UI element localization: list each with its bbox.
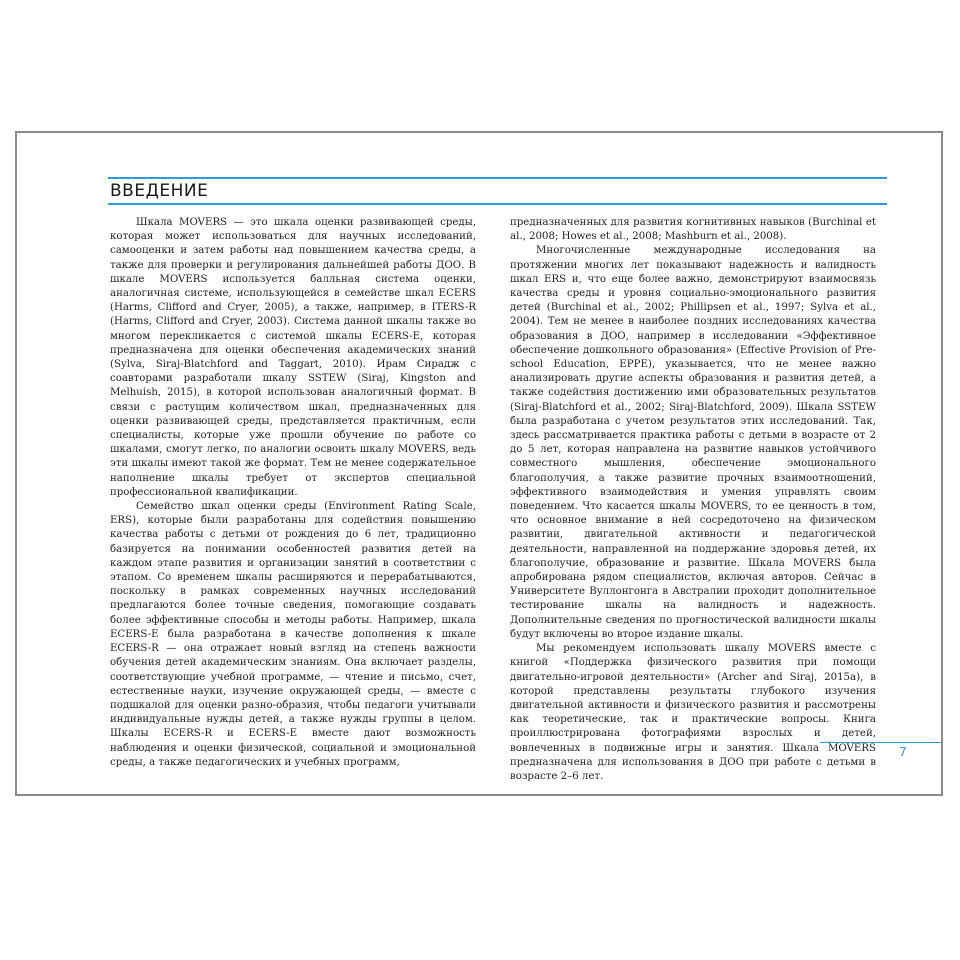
title-top-rule [108, 177, 887, 179]
section-title: ВВЕДЕНИЕ [110, 181, 209, 201]
right-column [510, 216, 876, 784]
paragraph: Шкала MOVERS — это шкала оценки развивающей среды, которая может использоваться для научных исследований, самооценки и затем работы над повышением качества среды, а также для проверки и регулирования дальнейшей работы ДОО. В шкале MOVERS используется балльная система оценки, аналогичная системе, использующейся в семействе шкал ECERS (Harms, Clifford and Cryer, 2005), а также, например, в ITERS-R (Harms, Clifford and Cryer, 2003). Система данной шкалы также во многом перекликается с системой шкалы ECERS-E, которая предназначена для оценки обеспечения академических знаний (Sylva, Siraj-Blatchford and Taggart, 2010). Ирам Сирадж с соавторами разработали шкалу SSTEW (Siraj, Kingston and Melhuish, 2015), в которой использован аналогичный формат. В связи с растущим количеством шкал, предназначенных для оценки развивающей среды, представляется практичным, если специалисты, которые уже прошли обучение по работе со шкалами, смогут легко, по аналогии освоить шкалу MOVERS, ведь эти шкалы имеют такой же формат. Тем не менее содержательное наполнение шкалы требует от экспертов специальной профессиональной квалификации. [110, 217, 476, 498]
left-column [110, 216, 476, 770]
paragraph: Мы рекомендуем использовать шкалу MOVERS вместе с книгой «Поддержка физического развития при помощи двигательно-игровой деятельности» (Archer and Siraj, 2015a), в которой представлены результаты глубокого изучения двигательной активности и физического развития и рассмотрены как теоретические, так и практические вопросы. Книга проиллюстрирована фотографиями взрослых и детей, вовлеченных в подвижные игры и занятия. Шкала MOVERS предназначена для использования в ДОО при работе с детьми в возрасте 2–6 лет. [510, 643, 876, 782]
title-bottom-rule [108, 203, 887, 205]
paragraph: предназначенных для развития когнитивных навыков (Burchinal et al., 2008; Howes et al., 2008; Mashburn et al., 2008). [510, 217, 876, 243]
paragraph: Многочисленные международные исследования на протяжении многих лет показывают надежность и валидность шкал ERS и, что еще более важно, демонстрируют взаимосвязь качества среды и уровня социально-эмоционального развития детей (Burchinal et al., 2002; Phillipsen et al., 1997; Sylva et al., 2004). Тем не менее в наиболее поздних исследованиях качества образования в ДОО, например в исследовании «Эффективное обеспечение дошкольного образования» (Effective Provision of Pre-school Education, EPPE), указывается, что не менее важно анализировать другие аспекты образования и развития детей, а также содействия достижению ими образовательных результатов (Siraj-Blatchford et al., 2002; Siraj-Blatchford, 2009). Шкала SSTEW была разработана с учетом результатов этих исследований. Так, здесь рассматривается практика работы с детьми в возрасте от 2 до 5 лет, которая направлена на развитие навыков устойчивого совместного мышления, обеспечение эмоционального благополучия, а также развитие прочных взаимоотношений, эффективного взаимодействия и умения управлять своим поведением. Что касается шкалы MOVERS, то ее ценность в том, что основное внимание в ней сосредоточено на физическом развитии, двигательной активности и педагогической деятельности, направленной на поддержание здоровья детей, их благополучие, образование и развитие. Шкала MOVERS была апробирована рядом специалистов, включая авторов. Сейчас в Университете Вуллонгонга в Австралии проходит дополнительное тестирование шкалы на валидность и надежность. Дополнительные сведения по прогностической валидности шкалы будут включены во второе издание шкалы. [510, 245, 876, 640]
page-number-rule-extension [887, 742, 941, 743]
page-number-rule [820, 742, 887, 743]
page-number: 7 [899, 745, 907, 759]
paragraph: Семейство шкал оценки среды (Environment Rating Scale, ERS), которые были разработаны для содействия повышению качества работы с детьми от рождения до 6 лет, традиционно базируется на понимании особенностей развития детей на каждом этапе развития и организации занятий в соответствии с этапом. Со временем шкалы расширяются и перерабатываются, поскольку в рамках современных научных исследований предлагаются более точные сведения, помогающие создавать более эффективные способы и методы работы. Например, шкала ECERS-E была разработана в качестве дополнения к шкале ECERS-R — она отражает новый взгляд на степень важности обучения детей академическим знаниям. Она включает разделы, соответствующие учебной программе, — чтение и письмо, счет, естественные науки, изучение окружающей среды, — вместе с подшкалой для оценки разно-образия, чтобы педагоги учитывали индивидуальные нужды детей, а также нужды группы в целом. Шкалы ECERS-R и ECERS-E вместе дают возможность наблюдения и оценки физической, социальной и эмоциональной среды, а также педагогических и учебных программ, [110, 501, 476, 768]
